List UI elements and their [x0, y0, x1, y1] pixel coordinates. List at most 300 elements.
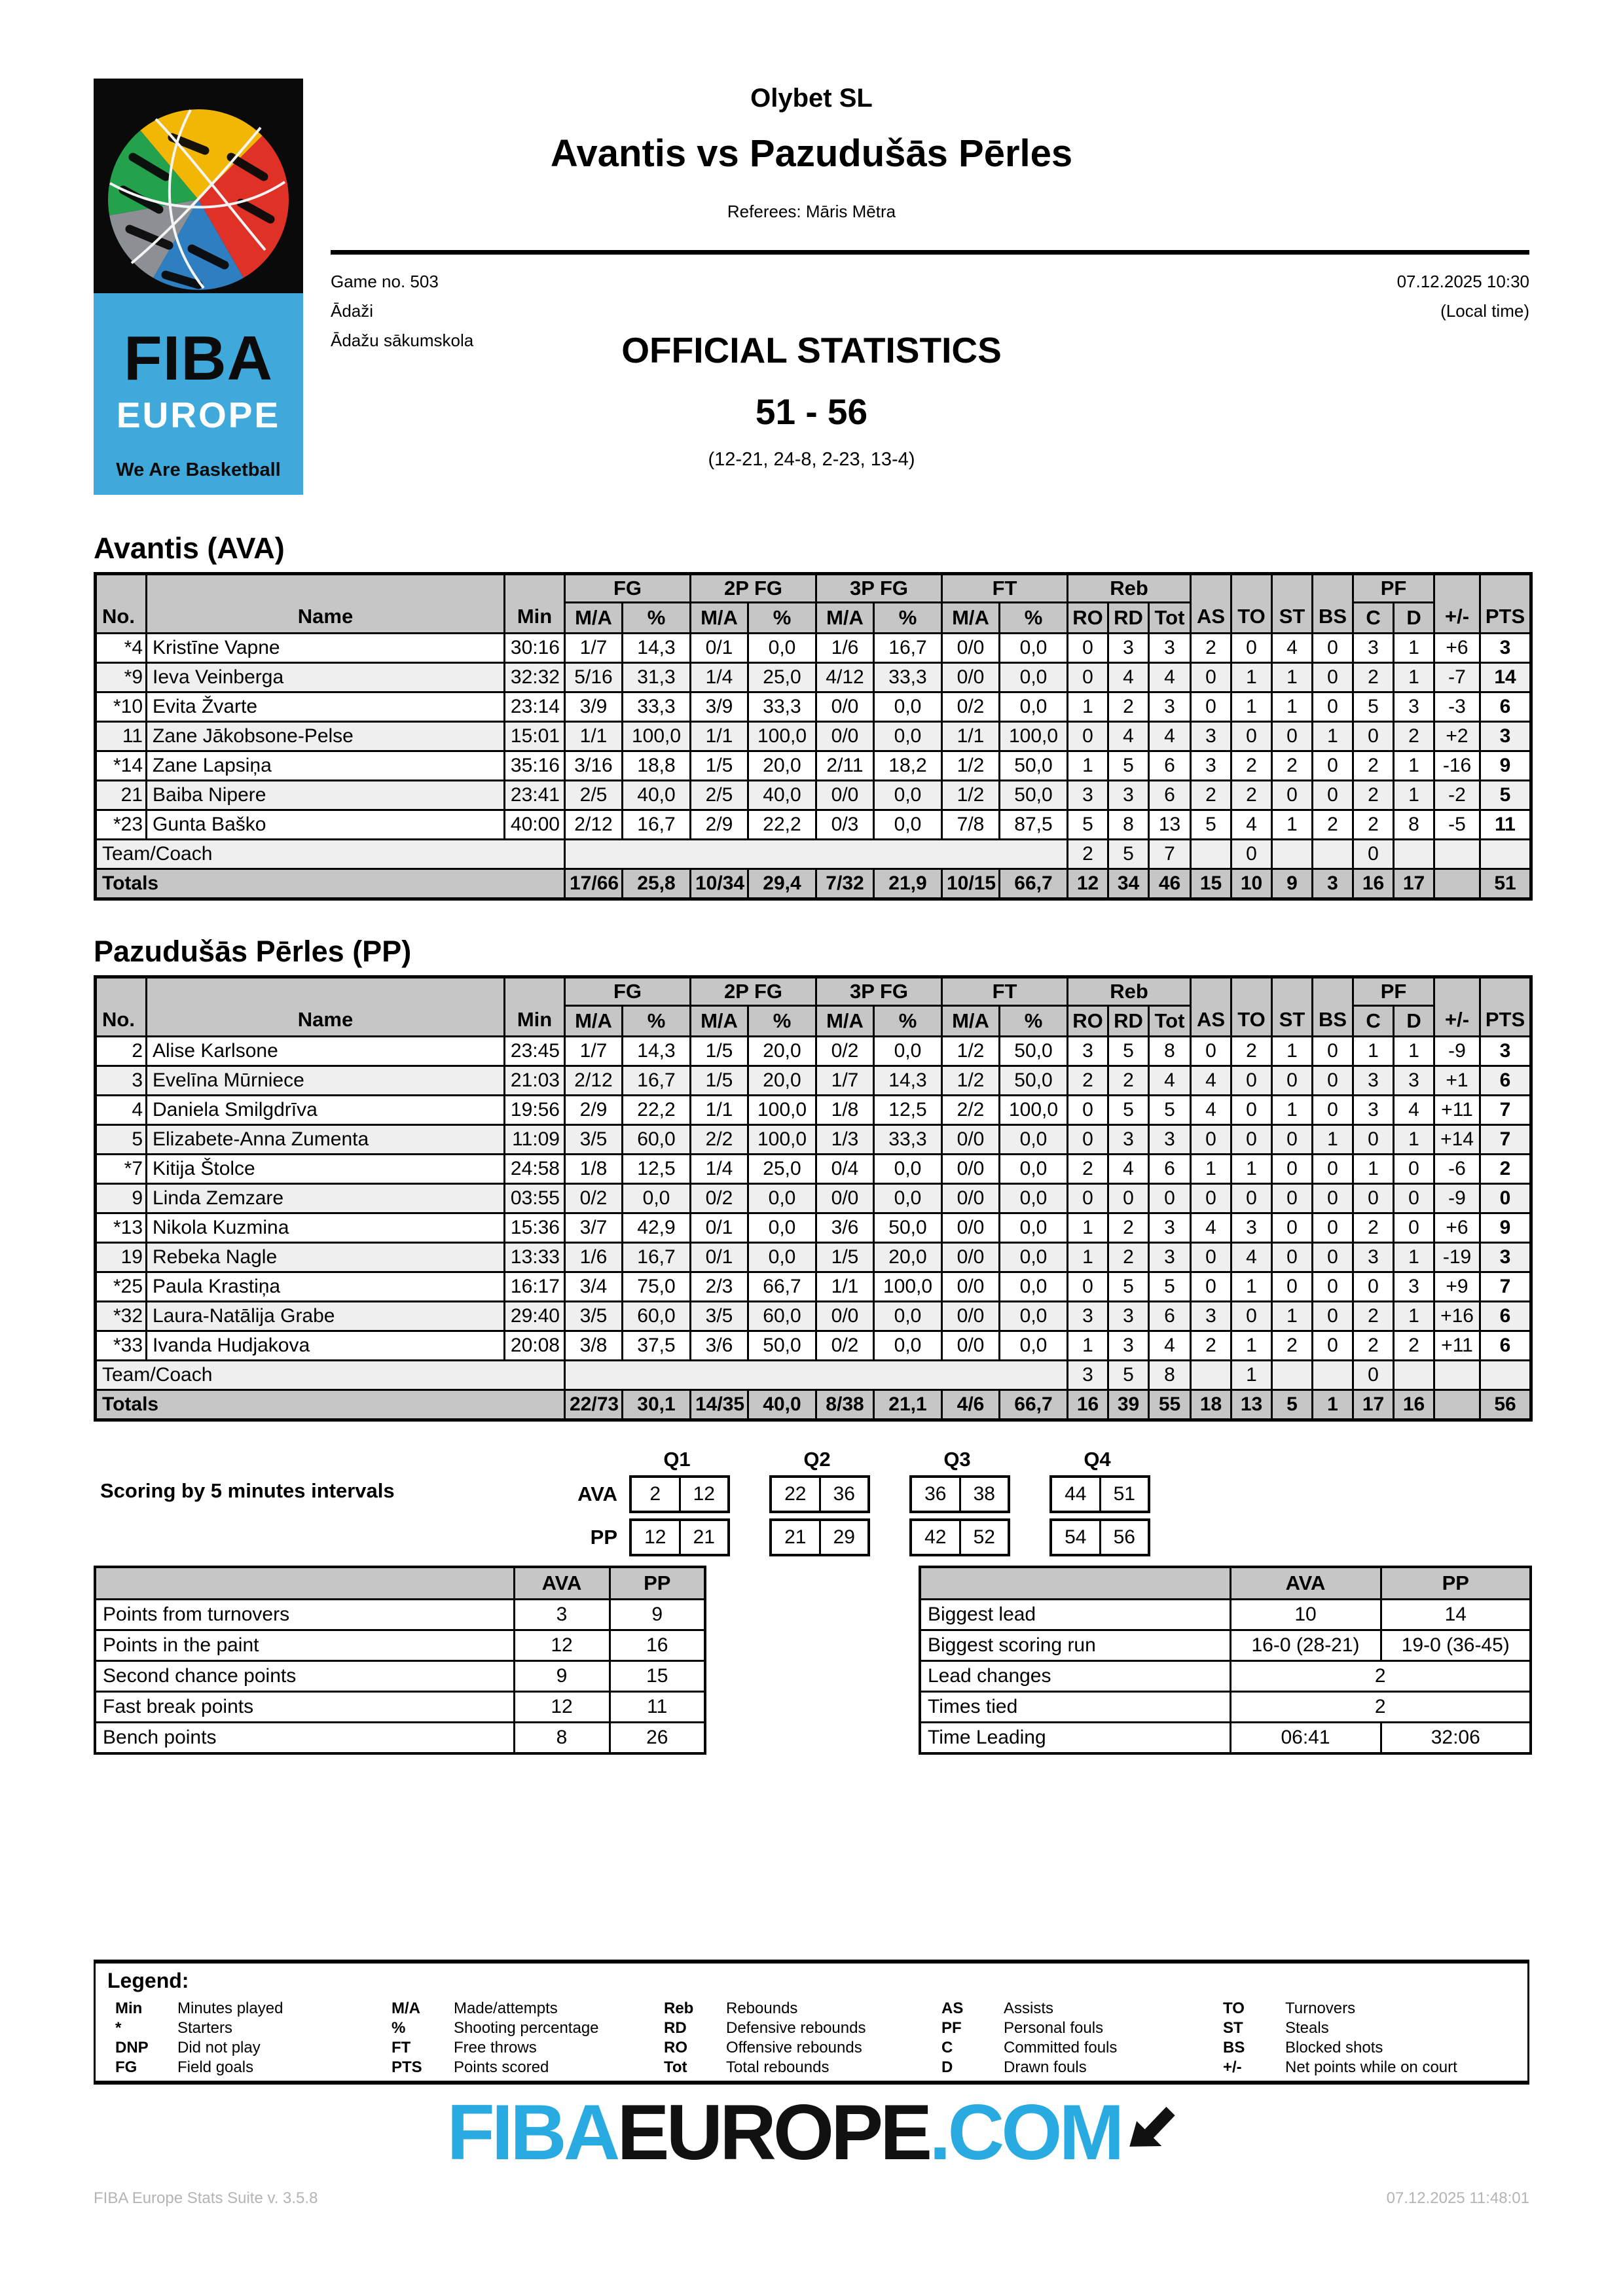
legend-description: Drawn fouls: [1004, 2058, 1087, 2076]
stat-cell: 4: [1149, 1331, 1191, 1361]
stat-cell: 29:40: [505, 1302, 565, 1331]
column-header: M/A: [691, 1006, 748, 1037]
stat-cell: 0: [1272, 781, 1313, 810]
column-header: M/A: [691, 603, 748, 634]
stat-cell: 1/5: [691, 1066, 748, 1096]
stat-cell: 10/34: [691, 869, 748, 899]
scoring-value: 52: [959, 1521, 1008, 1554]
stat-cell: 3: [1108, 1302, 1149, 1331]
comparison-header-row: [920, 1567, 1531, 1600]
stat-cell: 3/7: [565, 1213, 623, 1243]
legend-column: [941, 1999, 1117, 2077]
stat-cell: 10: [1231, 869, 1272, 899]
player-name: Zane Lapsiņa: [147, 751, 505, 781]
stat-cell: 2: [1272, 751, 1313, 781]
stat-cell: 0,0: [1000, 1302, 1068, 1331]
stat-cell: 0: [1313, 1037, 1353, 1066]
stat-cell: 50,0: [1000, 781, 1068, 810]
legend-entry: [941, 2018, 1117, 2038]
fibaeurope-com-logo: [0, 2089, 1623, 2176]
column-header: %: [1000, 1006, 1068, 1037]
stat-cell: 3: [1068, 1037, 1108, 1066]
stat-cell: 0: [1313, 751, 1353, 781]
stat-cell: [1434, 1390, 1480, 1420]
stat-cell: 30:16: [505, 634, 565, 663]
stat-cell: 33,3: [748, 692, 816, 722]
stat-cell: 0: [1191, 1125, 1231, 1155]
quarter-labels-row: [526, 1448, 1190, 1471]
stat-cell: 100,0: [1000, 1096, 1068, 1125]
stat-cell: 33,3: [623, 692, 691, 722]
legend-abbr: C: [941, 2039, 953, 2056]
stat-cell: 56: [1480, 1390, 1531, 1420]
stat-cell: 4: [1149, 663, 1191, 692]
stat-cell: 55: [1149, 1390, 1191, 1420]
stat-cell: 0/2: [816, 1037, 874, 1066]
column-header: PTS: [1480, 574, 1531, 634]
stat-cell: 8: [1149, 1037, 1191, 1066]
stat-cell: 66,7: [1000, 869, 1068, 899]
stat-cell: -6: [1434, 1155, 1480, 1184]
stat-cell: 0: [1191, 1037, 1231, 1066]
legend-description: Net points while on court: [1285, 2058, 1457, 2076]
stat-cell: 0,0: [874, 1037, 942, 1066]
stat-cell: 3: [1068, 1361, 1108, 1390]
game-city: Ādaži: [331, 301, 374, 321]
column-header: M/A: [816, 1006, 874, 1037]
column-header: +/-: [1434, 574, 1480, 634]
stat-cell: 4: [1394, 1096, 1434, 1125]
stat-cell: 0: [1272, 1243, 1313, 1272]
stat-cell: 5: [1191, 810, 1231, 840]
legend-description: Steals: [1285, 2019, 1329, 2037]
column-header: %: [623, 603, 691, 634]
stat-cell: 3: [1353, 1096, 1394, 1125]
player-name: Kristīne Vapne: [147, 634, 505, 663]
player-name: Baiba Nipere: [147, 781, 505, 810]
stat-cell: 1: [1068, 1243, 1108, 1272]
player-name: Linda Zemzare: [147, 1184, 505, 1213]
stat-cell: 0,0: [874, 1302, 942, 1331]
stat-cell: 2/12: [565, 810, 623, 840]
player-name: Rebeka Nagle: [147, 1243, 505, 1272]
legend-abbr: PTS: [392, 2058, 422, 2076]
comparison-row: [920, 1692, 1531, 1723]
stat-cell: 0/1: [691, 1213, 748, 1243]
totals-label: Totals: [96, 869, 565, 899]
stat-cell: [1313, 840, 1353, 869]
comparison-row: [920, 1723, 1531, 1754]
stat-cell: 3/4: [565, 1272, 623, 1302]
stat-value: 06:41: [1230, 1723, 1381, 1754]
scoring-value: 51: [1099, 1478, 1148, 1511]
stat-cell: 6: [1149, 751, 1191, 781]
stat-cell: 1/7: [816, 1066, 874, 1096]
stat-cell: 3: [1313, 869, 1353, 899]
league-name: Olybet SL: [750, 84, 873, 113]
scoring-value: 22: [784, 1483, 807, 1505]
stat-cell: 50,0: [874, 1213, 942, 1243]
stat-cell: 3: [1149, 692, 1191, 722]
stat-cell: 13: [1149, 810, 1191, 840]
stat-cell: 1/2: [942, 781, 1000, 810]
stat-cell: 7: [1480, 1272, 1531, 1302]
stat-cell: 0: [1272, 722, 1313, 751]
player-number: *9: [96, 663, 147, 692]
player-name: Evita Žvarte: [147, 692, 505, 722]
stat-cell: 0/0: [942, 1272, 1000, 1302]
player-number: *4: [96, 634, 147, 663]
column-header: FG: [565, 574, 691, 603]
player-number: *7: [96, 1155, 147, 1184]
stat-cell: 66,7: [748, 1272, 816, 1302]
stat-cell: 0: [1272, 1155, 1313, 1184]
stat-cell: 0/0: [816, 722, 874, 751]
column-header: FT: [942, 574, 1068, 603]
stat-cell: 23:41: [505, 781, 565, 810]
stat-cell: 1/5: [691, 751, 748, 781]
quarter-label: Q3: [943, 1448, 971, 1471]
stat-cell: 0/0: [816, 781, 874, 810]
stat-cell: 5: [1149, 1096, 1191, 1125]
comparison-row: [95, 1630, 705, 1661]
stat-cell: 3: [1149, 1213, 1191, 1243]
scoring-team-label: AVA: [577, 1482, 617, 1505]
stat-cell: 34: [1108, 869, 1149, 899]
stat-cell: 16: [1394, 1390, 1434, 1420]
stat-cell: 9: [1272, 869, 1313, 899]
player-name: Daniela Smilgdrīva: [147, 1096, 505, 1125]
stat-cell: 4: [1191, 1096, 1231, 1125]
stat-cell: 1: [1394, 1037, 1434, 1066]
stat-cell: 3/5: [565, 1302, 623, 1331]
stat-cell: 1/2: [942, 751, 1000, 781]
scoring-quarter-pair: [1049, 1475, 1150, 1513]
stat-cell: 22,2: [748, 810, 816, 840]
legend-entry: [392, 2058, 599, 2077]
stat-cell: 1: [1313, 1390, 1353, 1420]
stat-cell: 0: [1231, 634, 1272, 663]
stat-value: 2: [1230, 1661, 1531, 1692]
column-header: Tot: [1149, 1006, 1191, 1037]
stat-cell: 0: [1231, 1302, 1272, 1331]
stat-cell: 0: [1313, 1302, 1353, 1331]
stat-cell: [1480, 1361, 1531, 1390]
stat-cell: 0: [1313, 1331, 1353, 1361]
legend-abbr: ST: [1223, 2019, 1243, 2037]
stat-cell: 1: [1394, 1243, 1434, 1272]
legend-entry: [115, 1999, 283, 2018]
scoring-team-label: PP: [590, 1526, 617, 1549]
player-number: 9: [96, 1184, 147, 1213]
stat-cell: 3: [1394, 1272, 1434, 1302]
game-datetime: [1397, 267, 1529, 326]
legend-description: Turnovers: [1285, 2000, 1356, 2017]
stat-cell: 0/1: [691, 634, 748, 663]
stat-cell: 20,0: [748, 1037, 816, 1066]
stat-cell: -7: [1434, 663, 1480, 692]
header-divider: [331, 250, 1529, 255]
player-name: Nikola Kuzmina: [147, 1213, 505, 1243]
stat-cell: 0: [1231, 722, 1272, 751]
stat-cell: 6: [1480, 1331, 1531, 1361]
stat-cell: 40:00: [505, 810, 565, 840]
stat-cell: 18: [1191, 1390, 1231, 1420]
stat-cell: 0: [1231, 1184, 1272, 1213]
stat-cell: 14/35: [691, 1390, 748, 1420]
stat-cell: +2: [1434, 722, 1480, 751]
stat-cell: 5: [1480, 781, 1531, 810]
legend-description: Total rebounds: [726, 2058, 830, 2076]
stat-cell: 0,0: [1000, 1155, 1068, 1184]
player-name: Elizabete-Anna Zumenta: [147, 1125, 505, 1155]
legend-title: Legend:: [107, 1969, 189, 1992]
scoring-intervals-section: [94, 1448, 1529, 1552]
player-name: Kitija Štolce: [147, 1155, 505, 1184]
stat-value: 16-0 (28-21): [1230, 1630, 1381, 1661]
column-header: FG: [565, 977, 691, 1006]
stat-cell: 1/1: [565, 722, 623, 751]
legend-description: Field goals: [177, 2058, 254, 2076]
scoring-value: 29: [819, 1521, 868, 1554]
stat-label: Bench points: [95, 1723, 514, 1754]
player-number: *25: [96, 1272, 147, 1302]
stat-cell: 50,0: [1000, 751, 1068, 781]
stat-cell: 20:08: [505, 1331, 565, 1361]
legend-description: Minutes played: [177, 2000, 283, 2017]
stat-cell: 0: [1394, 1184, 1434, 1213]
comparison-row: [920, 1661, 1531, 1692]
column-header: BS: [1313, 977, 1353, 1037]
legend-description: Offensive rebounds: [726, 2039, 862, 2056]
stat-cell: 0/0: [942, 1302, 1000, 1331]
stat-cell: -9: [1434, 1184, 1480, 1213]
stat-cell: 32:32: [505, 663, 565, 692]
stats-table-header: [96, 977, 1531, 1037]
stat-cell: 2: [1231, 781, 1272, 810]
column-header: AS: [1191, 574, 1231, 634]
stat-value: 19-0 (36-45): [1381, 1630, 1531, 1661]
stat-cell: 6: [1480, 1066, 1531, 1096]
stat-cell: 2/9: [691, 810, 748, 840]
stat-cell: 0: [1353, 1125, 1394, 1155]
stat-label: Biggest lead: [920, 1600, 1230, 1630]
player-number: 19: [96, 1243, 147, 1272]
referees-line: Referees: Māris Mētra: [727, 202, 896, 221]
stat-cell: 22/73: [565, 1390, 623, 1420]
player-number: *23: [96, 810, 147, 840]
totals-row: [96, 869, 1531, 899]
stat-cell: 23:14: [505, 692, 565, 722]
game-date: 07.12.2025 10:30: [1396, 272, 1529, 291]
column-header: AVA: [514, 1567, 610, 1600]
stat-cell: 0,0: [1000, 1125, 1068, 1155]
legend-abbr: TO: [1223, 2000, 1245, 2017]
column-header: No.: [96, 574, 147, 634]
stat-cell: +1: [1434, 1066, 1480, 1096]
stat-cell: 100,0: [874, 1272, 942, 1302]
scoring-quarter-pair: [769, 1518, 870, 1556]
stat-value: 9: [610, 1600, 705, 1630]
stat-cell: 0: [1313, 1155, 1353, 1184]
stat-cell: 2: [1353, 1331, 1394, 1361]
column-header: Name: [147, 574, 505, 634]
player-row: [96, 1302, 1531, 1331]
player-row: [96, 1272, 1531, 1302]
stat-cell: 1: [1313, 1125, 1353, 1155]
comparison-table: [919, 1566, 1532, 1755]
column-header: M/A: [565, 603, 623, 634]
column-header: TO: [1231, 574, 1272, 634]
stat-cell: 2: [1353, 1213, 1394, 1243]
stat-cell: 3: [1353, 634, 1394, 663]
player-row: [96, 1037, 1531, 1066]
stat-cell: 8/38: [816, 1390, 874, 1420]
stat-cell: 2/9: [565, 1096, 623, 1125]
legend-column: [115, 1999, 283, 2077]
stat-cell: 0/0: [942, 663, 1000, 692]
stat-cell: 2: [1394, 722, 1434, 751]
stat-cell: 6: [1149, 781, 1191, 810]
column-header: %: [748, 603, 816, 634]
stat-cell: +6: [1434, 634, 1480, 663]
comparison-row: [95, 1600, 705, 1630]
stat-cell: 0: [1313, 1184, 1353, 1213]
scoring-value: 44: [1065, 1483, 1087, 1505]
stat-cell: 1: [1231, 663, 1272, 692]
column-header: 2P FG: [691, 977, 816, 1006]
stat-cell: 60,0: [748, 1302, 816, 1331]
stat-cell: 0: [1394, 1213, 1434, 1243]
stat-cell: 0/0: [942, 1184, 1000, 1213]
stat-cell: 15: [1191, 869, 1231, 899]
team-coach-label: Team/Coach: [96, 1361, 565, 1390]
stat-cell: 0/4: [816, 1155, 874, 1184]
column-header: PP: [610, 1567, 705, 1600]
comparison-row: [95, 1661, 705, 1692]
stat-cell: 3/6: [816, 1213, 874, 1243]
scoring-team-row: [526, 1518, 1190, 1556]
stat-cell: 12,5: [623, 1155, 691, 1184]
column-header: C: [1353, 603, 1394, 634]
stat-cell: 0,0: [874, 1184, 942, 1213]
stat-value: 10: [1230, 1600, 1381, 1630]
stat-cell: 1: [1272, 1096, 1313, 1125]
column-header: RD: [1108, 1006, 1149, 1037]
stat-value: 3: [514, 1600, 610, 1630]
stat-value: 12: [514, 1692, 610, 1723]
stat-cell: 0: [1149, 1184, 1191, 1213]
scoring-team-row: [526, 1475, 1190, 1513]
game-venue: Ādažu sākumskola: [331, 331, 474, 350]
stat-cell: 0: [1068, 1272, 1108, 1302]
stat-cell: 42,9: [623, 1213, 691, 1243]
legend-entry: [1223, 2018, 1457, 2038]
player-stats-table: [94, 572, 1533, 901]
column-header: [920, 1567, 1230, 1600]
stat-cell: 15:36: [505, 1213, 565, 1243]
legend-description: Shooting percentage: [454, 2019, 599, 2037]
stat-cell: 0,0: [874, 722, 942, 751]
stat-cell: 3: [1191, 751, 1231, 781]
header-group-row: [96, 977, 1531, 1006]
legend-abbr: Reb: [664, 2000, 694, 2017]
player-row: [96, 1213, 1531, 1243]
stat-cell: 46: [1149, 869, 1191, 899]
stat-cell: 0,0: [748, 634, 816, 663]
column-header: No.: [96, 977, 147, 1037]
stat-cell: 0: [1191, 1243, 1231, 1272]
player-row: [96, 1066, 1531, 1096]
stat-cell: 3: [1480, 1037, 1531, 1066]
stat-cell: 3: [1149, 1125, 1191, 1155]
stat-cell: 0/0: [816, 1302, 874, 1331]
stat-cell: 1/1: [816, 1272, 874, 1302]
column-header: BS: [1313, 574, 1353, 634]
stat-cell: 0/0: [942, 634, 1000, 663]
player-row: [96, 1184, 1531, 1213]
stat-cell: 4/6: [942, 1390, 1000, 1420]
stat-cell: 1: [1231, 1361, 1272, 1390]
stat-cell: -2: [1434, 781, 1480, 810]
legend-abbr: RO: [664, 2039, 687, 2056]
team-comparison-table-left: [94, 1566, 706, 1755]
stat-label: Time Leading: [920, 1723, 1230, 1754]
stat-cell: 2: [1313, 810, 1353, 840]
stat-cell: 3/5: [691, 1302, 748, 1331]
stat-cell: [1191, 840, 1231, 869]
player-row: [96, 692, 1531, 722]
stat-cell: 0: [1231, 1066, 1272, 1096]
footer-logo-com: .COM: [929, 2089, 1122, 2176]
scoring-value: 56: [1099, 1521, 1148, 1554]
player-name: Paula Krastiņa: [147, 1272, 505, 1302]
stat-cell: 6: [1149, 1302, 1191, 1331]
stat-cell: 4: [1191, 1213, 1231, 1243]
stat-cell: 14,3: [623, 634, 691, 663]
stat-cell: 2: [1231, 1037, 1272, 1066]
column-header: D: [1394, 1006, 1434, 1037]
stat-cell: 3/5: [565, 1125, 623, 1155]
player-number: 4: [96, 1096, 147, 1125]
stat-cell: 8: [1149, 1361, 1191, 1390]
legend-description: Did not play: [177, 2039, 261, 2056]
stat-cell: 50,0: [1000, 1066, 1068, 1096]
stat-cell: 3: [1480, 1243, 1531, 1272]
stat-cell: 60,0: [623, 1302, 691, 1331]
stat-cell: 1/2: [942, 1066, 1000, 1096]
stat-cell: 2: [1068, 840, 1108, 869]
legend-entry: [115, 2058, 283, 2077]
stat-cell: 100,0: [623, 722, 691, 751]
stat-cell: 1/6: [565, 1243, 623, 1272]
stat-cell: 0: [1353, 840, 1394, 869]
stat-cell: 1/7: [565, 1037, 623, 1066]
stat-cell: 4: [1108, 663, 1149, 692]
stat-cell: 3: [1394, 1066, 1434, 1096]
stat-cell: 0: [1068, 1096, 1108, 1125]
stat-label: Points from turnovers: [95, 1600, 514, 1630]
stat-cell: 1: [1313, 722, 1353, 751]
column-header: FT: [942, 977, 1068, 1006]
stat-cell: 3/9: [565, 692, 623, 722]
stat-cell: 03:55: [505, 1184, 565, 1213]
stat-cell: 0/0: [942, 1331, 1000, 1361]
stat-cell: 13: [1231, 1390, 1272, 1420]
stat-cell: -19: [1434, 1243, 1480, 1272]
stat-cell: 100,0: [748, 1096, 816, 1125]
player-number: *33: [96, 1331, 147, 1361]
